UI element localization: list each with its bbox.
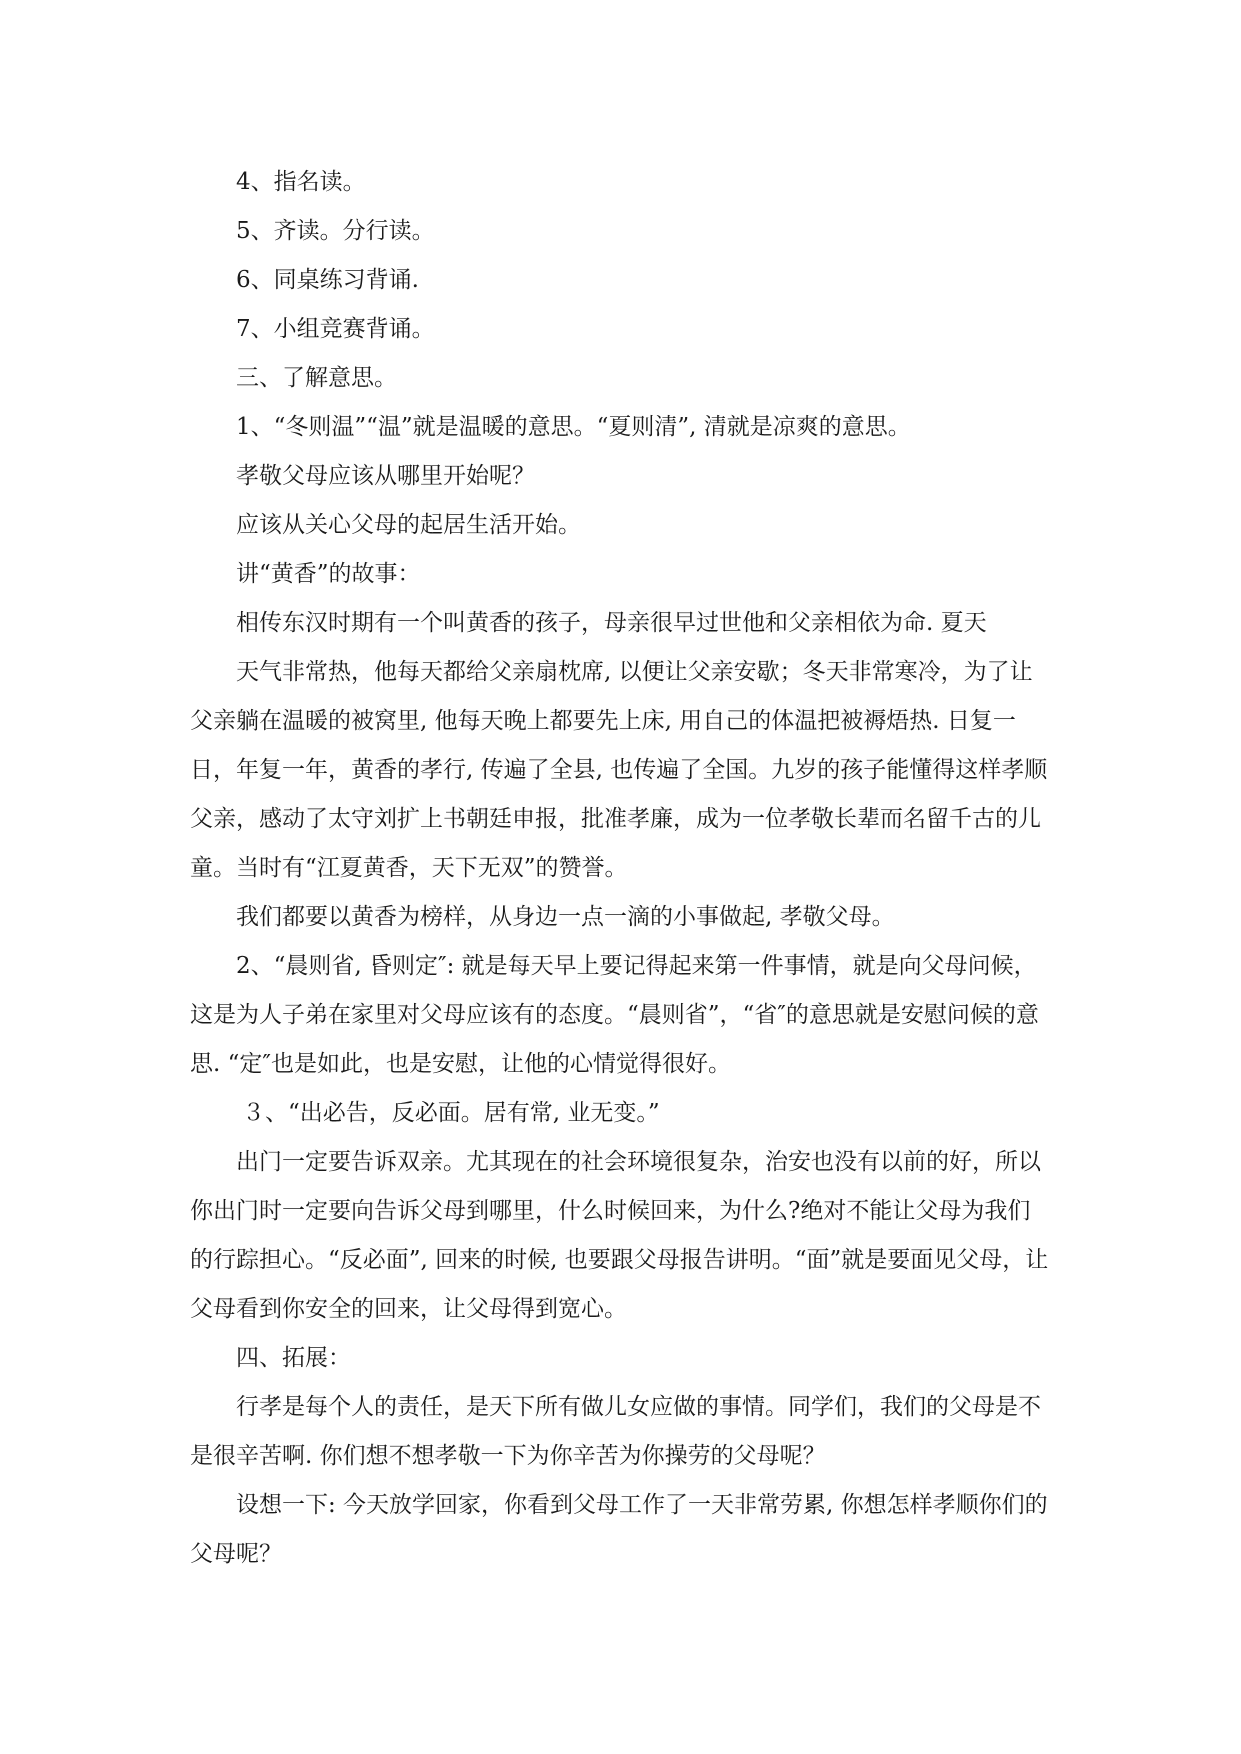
paragraph: 讲“黄香”的故事： — [236, 561, 421, 587]
paragraph: ３、“出必告，反必面。居有常, 业无变。” — [242, 1100, 660, 1126]
paragraph: 应该从关心父母的起居生活开始。 — [236, 512, 581, 538]
paragraph: 6、同桌练习背诵. — [236, 267, 419, 293]
paragraph: 7、小组竞赛背诵。 — [236, 316, 435, 342]
paragraph: 四、拓展： — [236, 1345, 351, 1371]
paragraph: 行孝是每个人的责任，是天下所有做儿女应做的事情。同学们，我们的父母是不是很辛苦啊. 你们想不想孝敬一下为你辛苦为你操劳的父母呢？ — [190, 1394, 1041, 1469]
paragraph: 我们都要以黄香为榜样，从身边一点一滴的小事做起, 孝敬父母。 — [236, 904, 895, 930]
paragraph: 5、齐读。分行读。 — [236, 218, 435, 244]
paragraph: 2、“晨则省, 昏则定″: 就是每天早上要记得起来第一件事情，就是向父母问候，这是为人子弟在家里对父母应该有的态度。“晨则省”，“省″的意思就是安慰问候的意思. “定″也是如此，也是安慰，让他的心情觉得很好。 — [190, 953, 1039, 1077]
paragraph: 设想一下: 今天放学回家，你看到父母工作了一天非常劳累, 你想怎样孝顺你们的父母呢？ — [190, 1492, 1048, 1567]
paragraph: 出门一定要告诉双亲。尤其现在的社会环境很复杂，治安也没有以前的好，所以你出门时一定要向告诉父母到哪里，什么时候回来，为什么?绝对不能让父母为我们的行踪担心。“反必面”, 回来的时候, 也要跟父母报告讲明。“面”就是要面见父母，让父母看到你安全的回来，让父母得到宽心。 — [190, 1149, 1049, 1322]
paragraph: 三、了解意思。 — [236, 365, 397, 391]
paragraph: 孝敬父母应该从哪里开始呢？ — [236, 463, 535, 489]
paragraph: 相传东汉时期有一个叫黄香的孩子，母亲很早过世他和父亲相依为命. 夏天 — [236, 610, 987, 636]
paragraph: 天气非常热，他每天都给父亲扇枕席, 以便让父亲安歇；冬天非常寒冷，为了让父亲躺在温暖的被窝里, 他每天晚上都要先上床, 用自己的体温把被褥焐热. 日复一日，年复一年，黄香的孝行, 传遍了全县, 也传遍了全国。九岁的孩子能懂得这样孝顺父亲，感动了太守刘扩上书朝廷申报，批准孝廉，成为一位孝敬长辈而名留千古的儿童。当时有“江夏黄香，天下无双”的赞誉。 — [190, 659, 1048, 881]
paragraph: 4、指名读。 — [236, 169, 366, 195]
document-body — [190, 158, 1050, 1579]
paragraph: 1、“冬则温”“温”就是温暖的意思。“夏则清”, 清就是凉爽的意思。 — [236, 414, 911, 440]
